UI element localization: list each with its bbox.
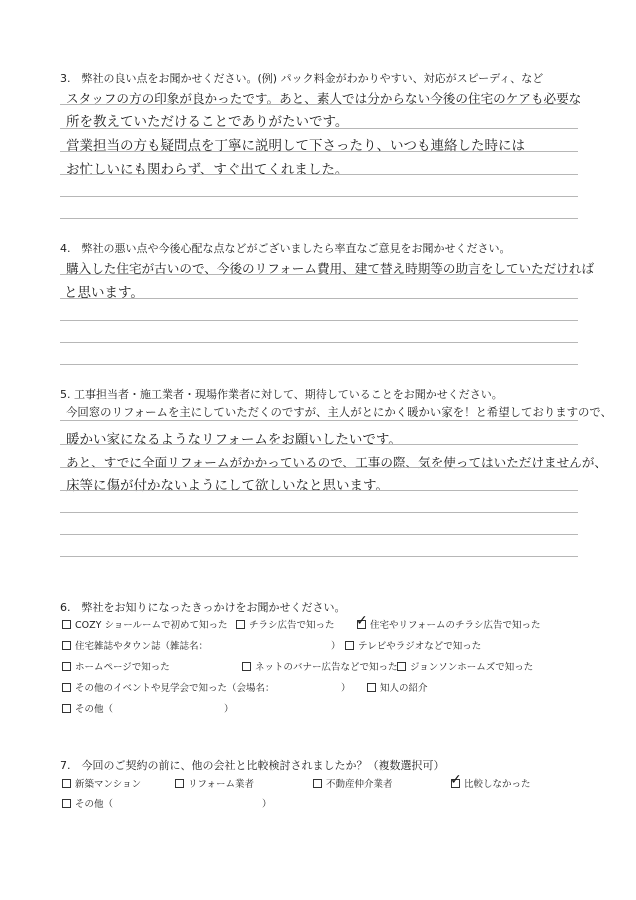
q6-option-tv[interactable] bbox=[345, 638, 481, 652]
q6-option-chirashi[interactable] bbox=[236, 617, 335, 631]
paren-close: ） bbox=[341, 683, 351, 694]
option-label: 新築マンション bbox=[75, 779, 142, 790]
checkbox[interactable] bbox=[62, 620, 71, 629]
q6-option-chijin[interactable] bbox=[367, 680, 428, 694]
q4-answer-line-1: 購入した住宅が古いので、今後のリフォーム費用、建て替え時期等の助言をしていただければ bbox=[66, 261, 595, 276]
option-label: 不動産仲介業者 bbox=[326, 779, 393, 790]
q6-prompt: 6. 弊社をお知りになったきっかけをお聞かせください。 bbox=[60, 601, 346, 614]
q4-prompt: 4. 弊社の悪い点や今後心配な点などがございましたら率直なご意見をお聞かせください。 bbox=[60, 242, 511, 255]
answer-rule bbox=[60, 512, 578, 513]
q6-option-johnson[interactable] bbox=[397, 659, 533, 673]
q6-other-close bbox=[224, 701, 234, 715]
answer-rule bbox=[60, 420, 578, 421]
q6-option-jutaku-chirashi[interactable] bbox=[356, 612, 541, 631]
checkbox[interactable] bbox=[397, 662, 406, 671]
q6-option-banner[interactable] bbox=[242, 659, 398, 673]
q7-option-shinchiku[interactable] bbox=[62, 776, 141, 790]
checkbox-checked[interactable] bbox=[450, 771, 462, 788]
option-label: その他（ bbox=[75, 704, 114, 715]
q5-prompt: 5. 工事担当者・施工業者・現場作業者に対して、期待していることをお聞かせください。 bbox=[60, 388, 503, 401]
q5-answer-line-2: 暖かい家になるようなリフォームをお願いしたいです。 bbox=[66, 432, 402, 448]
option-label: 比較しなかった bbox=[464, 779, 531, 790]
q6-option-zasshi[interactable] bbox=[62, 638, 208, 652]
q6-option-homepage[interactable] bbox=[62, 659, 170, 673]
checkbox[interactable] bbox=[62, 799, 71, 808]
answer-rule bbox=[60, 342, 578, 343]
answer-rule bbox=[60, 444, 578, 445]
answer-rule bbox=[60, 128, 578, 129]
q7-prompt: 7. 今回のご契約の前に、他の会社と比較検討されましたか？（複数選択可） bbox=[60, 759, 445, 772]
checkbox[interactable] bbox=[62, 662, 71, 671]
q4-answer-line-2: と思います。 bbox=[64, 285, 144, 301]
answer-rule bbox=[60, 364, 578, 365]
answer-rule bbox=[60, 104, 578, 105]
checkbox[interactable] bbox=[367, 683, 376, 692]
answer-rule bbox=[60, 196, 578, 197]
option-label: 住宅やリフォームのチラシ広告で知った bbox=[370, 620, 541, 631]
q3-prompt: 3. 弊社の良い点をお聞かせください。(例) パック料金がわかりやすい、対応がスピーディ、など bbox=[60, 72, 544, 85]
q7-option-none[interactable] bbox=[450, 771, 531, 790]
q6-event-close bbox=[341, 680, 351, 694]
checkbox-checked[interactable] bbox=[356, 612, 368, 629]
option-label: ジョンソンホームズで知った bbox=[410, 662, 534, 673]
q6-option-event[interactable] bbox=[62, 680, 275, 694]
q7-option-other[interactable] bbox=[62, 796, 113, 810]
option-label: 知人の紹介 bbox=[380, 683, 428, 694]
check-mark-icon: ✓ bbox=[450, 771, 462, 788]
option-label: ネットのバナー広告などで知った bbox=[255, 662, 398, 673]
check-mark-icon: ✓ bbox=[356, 612, 368, 629]
option-label: ホームページで知った bbox=[75, 662, 170, 673]
checkbox[interactable] bbox=[345, 641, 354, 650]
paren-close: ） bbox=[262, 799, 272, 810]
q6-option-cozy[interactable] bbox=[62, 617, 228, 631]
q5-answer-line-3: あと、すでに全面リフォームがかかっているので、工事の際、気を使ってはいただけませんが、 bbox=[66, 455, 608, 470]
q7-option-reform[interactable] bbox=[175, 776, 254, 790]
answer-rule bbox=[60, 151, 578, 152]
checkbox[interactable] bbox=[62, 779, 71, 788]
option-label: リフォーム業者 bbox=[188, 779, 255, 790]
q3-answer-line-1: スタッフの方の印象が良かったです。あと、素人では分からない今後の住宅のケアも必要な bbox=[66, 91, 582, 106]
answer-rule bbox=[60, 320, 578, 321]
answer-rule bbox=[60, 218, 578, 219]
answer-rule bbox=[60, 467, 578, 468]
answer-rule bbox=[60, 534, 578, 535]
answer-rule bbox=[60, 490, 578, 491]
checkbox[interactable] bbox=[242, 662, 251, 671]
option-label: チラシ広告で知った bbox=[249, 620, 335, 631]
paren-close: ） bbox=[331, 641, 341, 652]
q5-answer-line-1: 今回窓のリフォームを主にしていただくのですが、主人がとにかく暖かい家を！と希望しておりますので、 bbox=[66, 405, 612, 419]
answer-rule bbox=[60, 556, 578, 557]
answer-rule bbox=[60, 174, 578, 175]
q5-answer-line-4: 床等に傷が付かないようにして欲しいなと思います。 bbox=[66, 478, 389, 494]
q3-answer-line-3: 営業担当の方も疑問点を丁寧に説明して下さったり、いつも連絡した時には bbox=[66, 138, 525, 154]
answer-rule bbox=[60, 274, 578, 275]
checkbox[interactable] bbox=[175, 779, 184, 788]
checkbox[interactable] bbox=[62, 683, 71, 692]
q7-other-close bbox=[262, 796, 272, 810]
answer-rule bbox=[60, 298, 578, 299]
q6-option-other[interactable] bbox=[62, 701, 113, 715]
option-label: 住宅雑誌やタウン誌（雑誌名： bbox=[75, 641, 209, 652]
option-label: その他（ bbox=[75, 799, 114, 810]
q3-answer-line-2: 所を教えていただけることでありがたいです。 bbox=[66, 114, 349, 130]
q6-zasshi-close bbox=[331, 638, 341, 652]
checkbox[interactable] bbox=[62, 641, 71, 650]
checkbox[interactable] bbox=[62, 704, 71, 713]
q3-answer-line-4: お忙しいにも関わらず、すぐ出てくれました。 bbox=[66, 162, 349, 178]
option-label: その他のイベントや見学会で知った（会場名： bbox=[75, 683, 275, 694]
paren-close: ） bbox=[224, 704, 234, 715]
q7-option-fudosan[interactable] bbox=[313, 776, 393, 790]
option-label: テレビやラジオなどで知った bbox=[358, 641, 482, 652]
checkbox[interactable] bbox=[236, 620, 245, 629]
checkbox[interactable] bbox=[313, 779, 322, 788]
option-label: COZY ショールームで初めて知った bbox=[75, 620, 228, 631]
